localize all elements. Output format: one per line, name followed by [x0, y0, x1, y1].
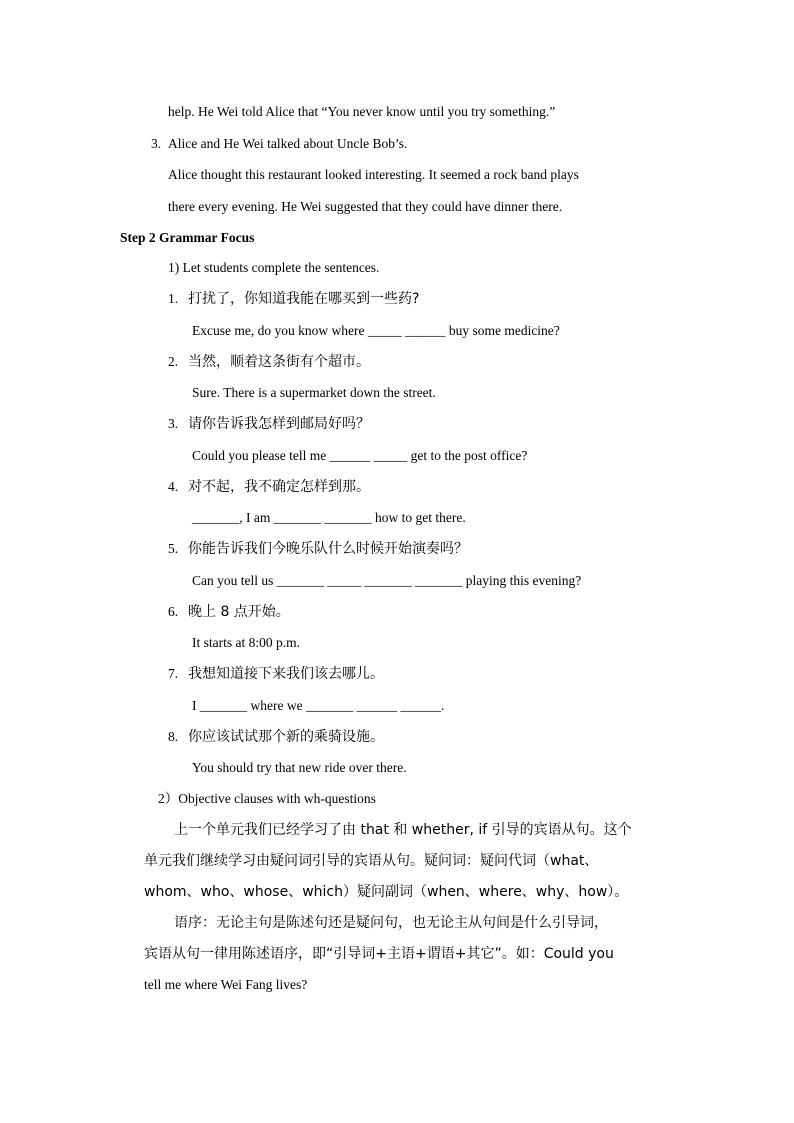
item-4-chinese: 对不起，我不确定怎样到那。	[188, 479, 370, 495]
item-2-chinese: 当然，顺着这条街有个超市。	[188, 354, 370, 370]
paragraph-2-line-1: 语序：无论主句是陈述句还是疑问句，也无论主从句间是什么引导词，	[174, 915, 608, 931]
item-3b-english: Could you please tell me ______ _____ get to the post office?	[192, 448, 528, 463]
item-5-chinese: 你能告诉我们今晚乐队什么时候开始演奏吗？	[188, 541, 468, 557]
item-6-number: 6.	[168, 604, 179, 619]
item-3-line-3: there every evening. He Wei suggested that they could have dinner there.	[168, 199, 563, 214]
item-6-english: It starts at 8:00 p.m.	[192, 635, 300, 650]
item-8-number: 8.	[168, 729, 179, 744]
item-7-english: I _______ where we _______ ______ ______.	[192, 698, 445, 713]
subheading-2: 2）Objective clauses with wh-questions	[158, 791, 376, 806]
paragraph-1-line-1: 上一个单元我们已经学习了由 that 和 whether, if 引导的宾语从句。这个	[174, 822, 632, 838]
subheading-1: 1) Let students complete the sentences.	[168, 260, 380, 275]
item-1-chinese: 打扰了，你知道我能在哪买到一些药?	[188, 291, 420, 307]
item-4-english: _______, I am _______ _______ how to get there.	[192, 510, 466, 525]
intro-line-1: help. He Wei told Alice that “You never know until you try something.”	[168, 104, 556, 119]
item-3-line-2: Alice thought this restaurant looked interesting. It seemed a rock band plays	[168, 167, 579, 182]
item-3-text: Alice and He Wei talked about Uncle Bob’s.	[168, 136, 408, 151]
item-4-number: 4.	[168, 479, 179, 494]
item-1-number: 1.	[168, 291, 179, 306]
paragraph-1-line-2: 单元我们继续学习由疑问词引导的宾语从句。疑问词：疑问代词（what、	[144, 853, 599, 869]
item-5-english: Can you tell us _______ _____ _______ _______ playing this evening?	[192, 573, 582, 588]
item-3-number: 3.	[151, 136, 162, 151]
item-8-english: You should try that new ride over there.	[192, 760, 407, 775]
step2-heading: Step 2 Grammar Focus	[120, 230, 255, 245]
item-2-english: Sure. There is a supermarket down the street.	[192, 385, 436, 400]
item-1-english: Excuse me, do you know where _____ ______ buy some medicine?	[192, 323, 560, 338]
item-6-chinese: 晚上 8 点开始。	[188, 604, 290, 620]
paragraph-1-line-3: whom、who、whose、which）疑问副词（when、where、why、how）。	[144, 884, 629, 900]
item-3b-number: 3.	[168, 416, 179, 431]
paragraph-2-line-3: tell me where Wei Fang lives?	[144, 977, 308, 992]
paragraph-2-line-2: 宾语从句一律用陈述语序，即“引导词+主语+谓语+其它”。如：Could you	[144, 946, 614, 962]
item-5-number: 5.	[168, 541, 179, 556]
item-7-number: 7.	[168, 666, 179, 681]
item-3b-chinese: 请你告诉我怎样到邮局好吗？	[188, 416, 370, 432]
item-2-number: 2.	[168, 354, 179, 369]
item-8-chinese: 你应该试试那个新的乘骑设施。	[188, 729, 384, 745]
item-7-chinese: 我想知道接下来我们该去哪儿。	[188, 666, 384, 682]
